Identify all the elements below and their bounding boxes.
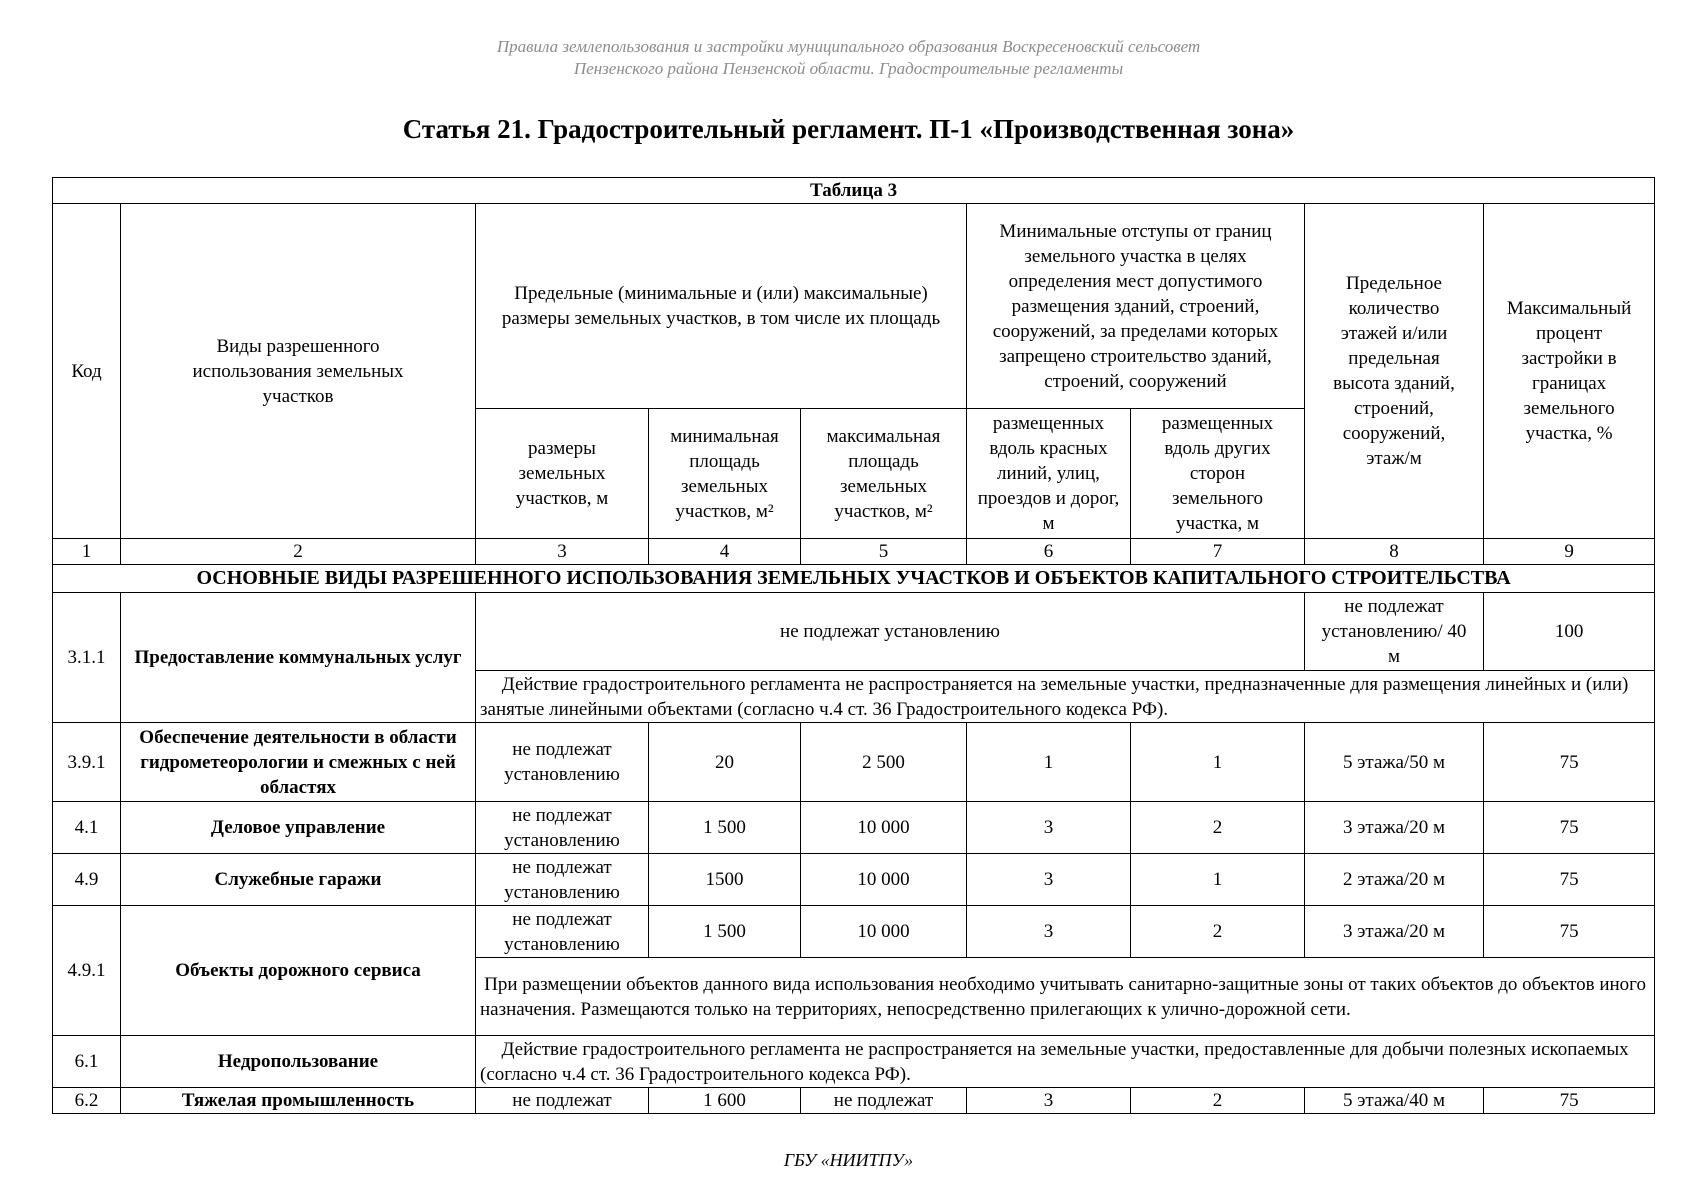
header-limit-group: Предельные (минимальные и (или) максимальные) размеры земельных участков, в том числе их площадь bbox=[476, 204, 967, 409]
header-otstupy-group: Минимальные отступы от границ земельного участка в целях определения мест допустимого размещения зданий, строений, сооружений, за пределами которых запрещено строительство зданий, строений, сооружений bbox=[967, 204, 1305, 409]
row-code: 6.1 bbox=[53, 1036, 121, 1088]
row-code: 4.9 bbox=[53, 854, 121, 906]
header-other-sides: размещенных вдоль других сторон земельного участка, м bbox=[1131, 409, 1305, 539]
row-red-lines: 3 bbox=[967, 802, 1131, 854]
regulation-table bbox=[52, 177, 1655, 1114]
row-percent: 100 bbox=[1484, 593, 1655, 671]
article-title: Статья 21. Градостроительный регламент. П-1 «Производственная зона» bbox=[402, 114, 1295, 144]
row-percent: 75 bbox=[1484, 723, 1655, 802]
header-min-area: минимальная площадь земельных участков, м² bbox=[649, 409, 801, 539]
row-merged-value: не подлежат установлению bbox=[476, 593, 1305, 671]
table-row bbox=[53, 906, 1655, 958]
row-red-lines: 3 bbox=[967, 1088, 1131, 1114]
row-percent: 75 bbox=[1484, 906, 1655, 958]
col-number: 6 bbox=[967, 539, 1131, 565]
header-max-percent: Максимальный процент застройки в границах земельного участка, % bbox=[1484, 204, 1655, 539]
row-min-area: 1 500 bbox=[649, 802, 801, 854]
row-size: не подлежат установлению bbox=[476, 854, 649, 906]
row-floors: 5 этажа/40 м bbox=[1305, 1088, 1484, 1114]
column-number-row bbox=[53, 539, 1655, 565]
table-row bbox=[53, 593, 1655, 671]
row-name: Объекты дорожного сервиса bbox=[121, 906, 476, 1036]
row-percent: 75 bbox=[1484, 854, 1655, 906]
row-percent: 75 bbox=[1484, 802, 1655, 854]
col-number: 7 bbox=[1131, 539, 1305, 565]
running-header bbox=[0, 36, 1697, 80]
row-floors: 2 этажа/20 м bbox=[1305, 854, 1484, 906]
row-note: При размещении объектов данного вида использования необходимо учитывать санитарно-защитные зоны от таких объектов до объектов иного назначения. Размещаются только на территориях, непосредственно прилегающих к улично-дорожной сети. bbox=[476, 958, 1655, 1036]
row-code: 3.1.1 bbox=[53, 593, 121, 723]
row-min-area: 20 bbox=[649, 723, 801, 802]
row-min-area: 1 500 bbox=[649, 906, 801, 958]
row-other-sides: 1 bbox=[1131, 723, 1305, 802]
col-number: 4 bbox=[649, 539, 801, 565]
col-number: 5 bbox=[801, 539, 967, 565]
row-name: Деловое управление bbox=[121, 802, 476, 854]
row-floors: не подлежат установлению/ 40 м bbox=[1305, 593, 1484, 671]
table-caption: Таблица 3 bbox=[53, 178, 1655, 204]
row-floors: 5 этажа/50 м bbox=[1305, 723, 1484, 802]
row-min-area: 1 600 bbox=[649, 1088, 801, 1114]
table-row bbox=[53, 723, 1655, 802]
col-number: 9 bbox=[1484, 539, 1655, 565]
col-number: 3 bbox=[476, 539, 649, 565]
row-name: Служебные гаражи bbox=[121, 854, 476, 906]
row-note: Действие градостроительного регламента не распространяется на земельные участки, предназначенные для размещения линейных и (или) занятые линейными объектами (согласно ч.4 ст. 36 Градостроительного кодекса РФ). bbox=[476, 671, 1655, 723]
col-number: 1 bbox=[53, 539, 121, 565]
table-row bbox=[53, 802, 1655, 854]
table-row bbox=[53, 1036, 1655, 1088]
row-max-area: 2 500 bbox=[801, 723, 967, 802]
row-other-sides: 2 bbox=[1131, 802, 1305, 854]
row-code: 6.2 bbox=[53, 1088, 121, 1114]
row-red-lines: 3 bbox=[967, 854, 1131, 906]
header-razmery: размеры земельных участков, м bbox=[476, 409, 649, 539]
row-floors: 3 этажа/20 м bbox=[1305, 906, 1484, 958]
row-size: не подлежат установлению bbox=[476, 802, 649, 854]
row-max-area: не подлежат bbox=[801, 1088, 967, 1114]
row-max-area: 10 000 bbox=[801, 854, 967, 906]
col-number: 2 bbox=[121, 539, 476, 565]
row-max-area: 10 000 bbox=[801, 906, 967, 958]
row-size: не подлежат установлению bbox=[476, 723, 649, 802]
row-other-sides: 2 bbox=[1131, 906, 1305, 958]
row-other-sides: 2 bbox=[1131, 1088, 1305, 1114]
header-floors: Предельное количество этажей и/или предельная высота зданий, строений, сооружений, этаж/м bbox=[1305, 204, 1484, 539]
running-header-line-1: Правила землепользования и застройки муниципального образования Воскресеновский сельсовет bbox=[496, 37, 1201, 56]
row-percent: 75 bbox=[1484, 1088, 1655, 1114]
row-max-area: 10 000 bbox=[801, 802, 967, 854]
row-floors: 3 этажа/20 м bbox=[1305, 802, 1484, 854]
row-name: Предоставление коммунальных услуг bbox=[121, 593, 476, 723]
header-kod: Код bbox=[53, 204, 121, 539]
header-red-lines: размещенных вдоль красных линий, улиц, проездов и дорог, м bbox=[967, 409, 1131, 539]
row-size: не подлежат установлению bbox=[476, 906, 649, 958]
row-red-lines: 1 bbox=[967, 723, 1131, 802]
row-name: Недропользование bbox=[121, 1036, 476, 1088]
row-red-lines: 3 bbox=[967, 906, 1131, 958]
section-heading: ОСНОВНЫЕ ВИДЫ РАЗРЕШЕННОГО ИСПОЛЬЗОВАНИЯ ЗЕМЕЛЬНЫХ УЧАСТКОВ И ОБЪЕКТОВ КАПИТАЛЬНОГО СТРОИТЕЛЬСТВА bbox=[53, 565, 1655, 593]
row-note: Действие градостроительного регламента не распространяется на земельные участки, предоставленные для добычи полезных ископаемых (согласно ч.4 ст. 36 Градостроительного кодекса РФ). bbox=[476, 1036, 1655, 1088]
header-max-area: максимальная площадь земельных участков, м² bbox=[801, 409, 967, 539]
row-name: Обеспечение деятельности в области гидрометеорологии и смежных с ней областях bbox=[121, 723, 476, 802]
row-name: Тяжелая промышленность bbox=[121, 1088, 476, 1114]
header-vid: Виды разрешенного использования земельных участков bbox=[121, 204, 476, 539]
row-code: 4.9.1 bbox=[53, 906, 121, 1036]
table-row bbox=[53, 1088, 1655, 1114]
col-number: 8 bbox=[1305, 539, 1484, 565]
row-code: 4.1 bbox=[53, 802, 121, 854]
table-row bbox=[53, 854, 1655, 906]
running-header-line-2: Пензенского района Пензенской области. Градостроительные регламенты bbox=[573, 59, 1124, 78]
row-other-sides: 1 bbox=[1131, 854, 1305, 906]
row-size: не подлежат bbox=[476, 1088, 649, 1114]
row-min-area: 1500 bbox=[649, 854, 801, 906]
page-footer: ГБУ «НИИТПУ» bbox=[783, 1150, 914, 1170]
row-code: 3.9.1 bbox=[53, 723, 121, 802]
